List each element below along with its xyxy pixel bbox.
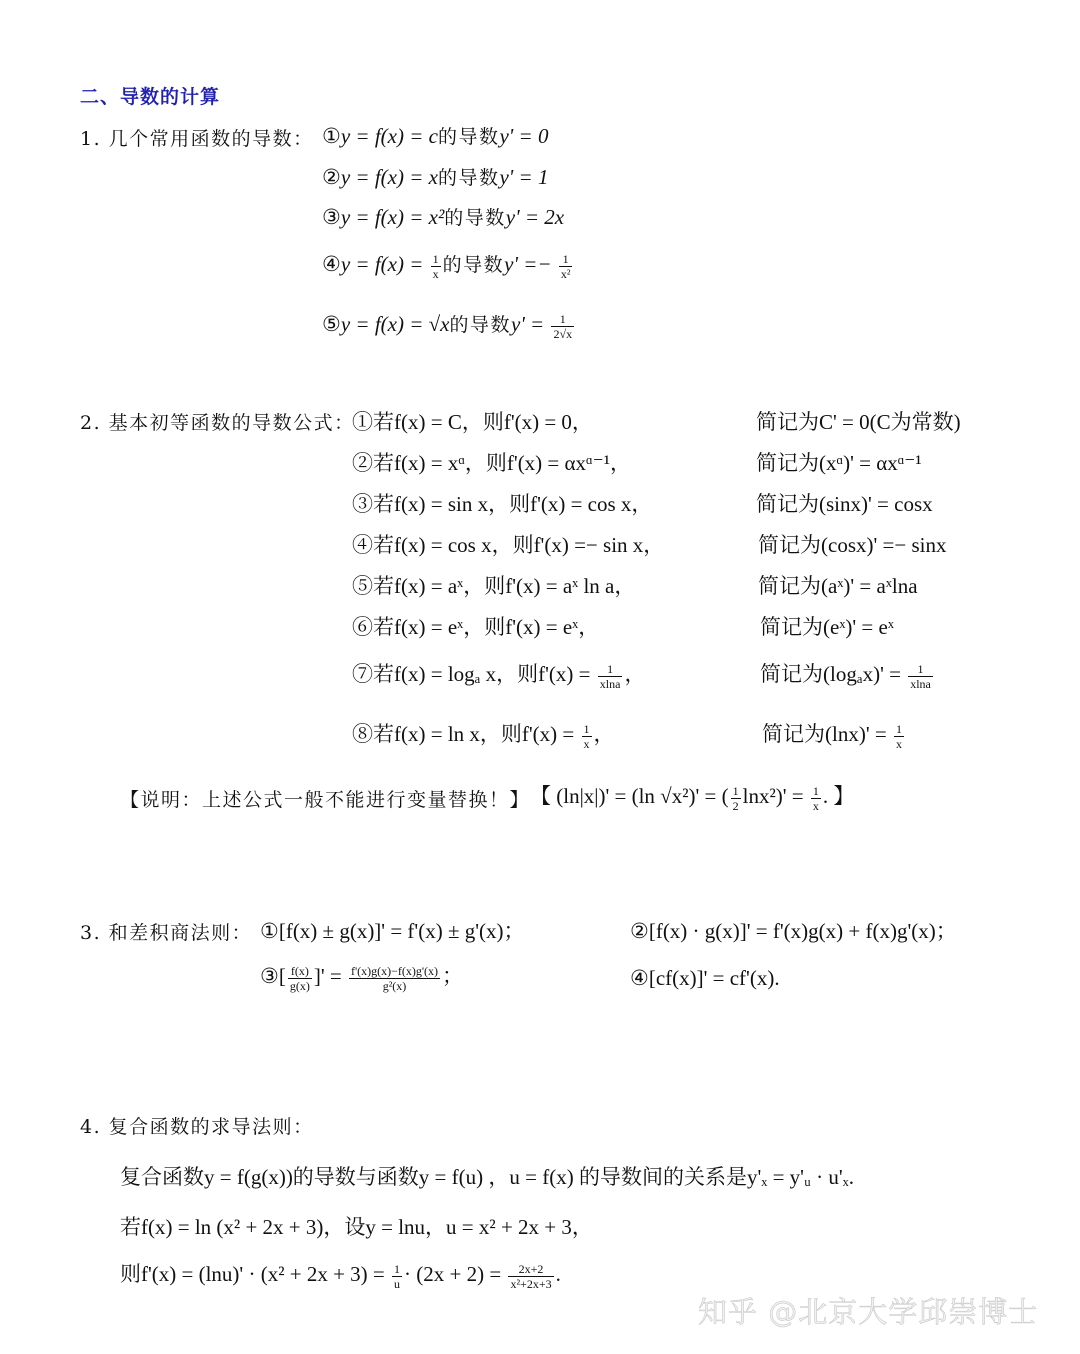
section-title: 二、导数的计算 — [80, 86, 221, 108]
s2-row-4-left: ④若f(x) = cos x，则f'(x) =− sin x， — [352, 533, 665, 557]
s2-row-1-right: 简记为C' = 0(C为常数) — [756, 410, 961, 434]
s4-para-3: 则f'(x) = (lnu)' · (x² + 2x + 3) = $\frac{1}{u}$ · (2x + 2) = $\frac{2x+2}{\text{x²+2x+3}}$ . — [120, 1261, 561, 1291]
s2-note: 【说明：上述公式一般不能进行变量替换！】 — [120, 789, 531, 811]
watermark: 知乎 @北京大学邱崇博士 — [698, 1295, 1039, 1329]
s1-line-4: ④y = f(x) = $\frac{1}{x}$ 的导数y' =− $\frac{1}{\text{x²}}$ — [322, 251, 571, 281]
s4-label: 4. 复合函数的求导法则： — [80, 1116, 314, 1138]
s2-label: 2. 基本初等函数的导数公式： — [80, 412, 355, 434]
s2-row-2-left: ②若f(x) = xᵅ，则f'(x) = αxᵅ⁻¹， — [352, 451, 631, 475]
s1-line-2: ②y = f(x) = x的导数y' = 1 — [322, 165, 549, 189]
s2-row-7-right: 简记为(logₐx)' = $\frac{1}{xlna}$ — [760, 661, 931, 691]
s2-row-6-left: ⑥若f(x) = eˣ，则f'(x) = eˣ， — [352, 615, 600, 639]
s1-line-1: ①y = f(x) = c的导数y' = 0 — [322, 124, 549, 148]
s2-row-5-left: ⑤若f(x) = aˣ，则f'(x) = aˣ ln a， — [352, 574, 636, 598]
s2-row-1-left: ①若f(x) = C，则f'(x) = 0， — [352, 410, 593, 434]
s4-para-2: 若f(x) = ln (x² + 2x + 3)，设y = lnu，u = x² + 2x + 3， — [120, 1215, 593, 1239]
s2-row-4-right: 简记为(cosx)' =− sinx — [758, 533, 947, 557]
s3-rule-1: ①[f(x) ± g(x)]' = f'(x) ± g'(x)； — [260, 919, 525, 943]
s1-label: 1. 几个常用函数的导数： — [80, 128, 314, 150]
s2-row-7-left: ⑦若f(x) = logₐ x，则f'(x) = $\frac{1}{xlna}$ ， — [352, 661, 646, 691]
s3-rule-2: ②[f(x) · g(x)]' = f'(x)g(x) + f(x)g'(x)； — [630, 919, 957, 943]
s2-row-2-right: 简记为(xᵅ)' = αxᵅ⁻¹ — [756, 451, 922, 475]
s1-line-3: ③y = f(x) = x²的导数y' = 2x — [322, 205, 565, 229]
s3-rule-3: ③[ $\frac{f(x)}{g(x)}$ ]' = $\frac{f'(x)g(x)-f(x)g'(x)}{\text{g²(x)}}$ ； — [260, 963, 464, 993]
s3-rule-4: ④[cf(x)]' = cf'(x). — [630, 966, 780, 990]
s2-row-5-right: 简记为(aˣ)' = aˣlna — [758, 574, 918, 598]
s1-line-5: ⑤y = f(x) = √x的导数y' = $\frac{1}{2√x}$ — [322, 311, 573, 341]
s2-row-3-right: 简记为(sinx)' = cosx — [756, 492, 933, 516]
s2-note-formula: 【 (ln|x|)' = (ln √x²)' = ( $\frac{1}{2}$ lnx²)' = $\frac{1}{x}$ . 】 — [530, 783, 855, 813]
s2-row-3-left: ③若f(x) = sin x，则f'(x) = cos x， — [352, 492, 653, 516]
s2-row-8-right: 简记为(lnx)' = $\frac{1}{x}$ — [762, 721, 902, 751]
s3-label: 3. 和差积商法则： — [80, 922, 253, 944]
s4-para-1: 复合函数y = f(g(x))的导数与函数y = f(u) ，u = f(x) 的导数间的关系是y'ₓ = y'ᵤ · u'ₓ. — [120, 1165, 854, 1189]
s2-row-6-right: 简记为(eˣ)' = eˣ — [760, 615, 894, 639]
s2-row-8-left: ⑧若f(x) = ln x，则f'(x) = $\frac{1}{x}$ ， — [352, 721, 615, 751]
